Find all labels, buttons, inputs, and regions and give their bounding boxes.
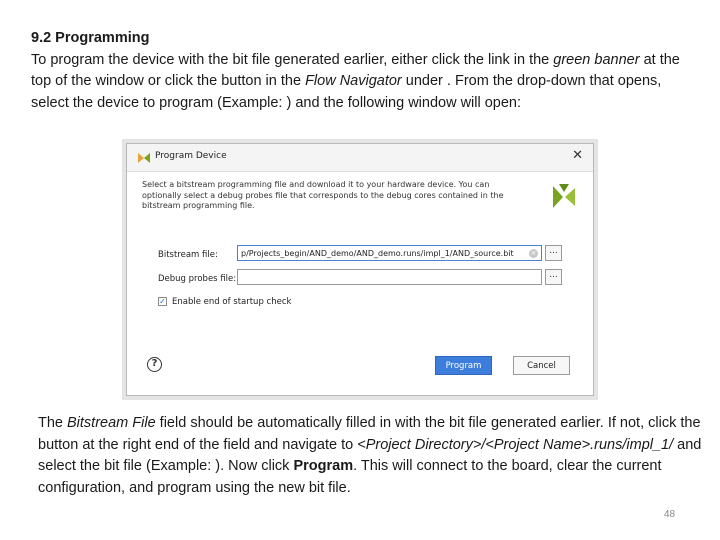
debug-probes-file-label: Debug probes file: xyxy=(158,274,237,284)
xilinx-logo-icon xyxy=(551,184,577,210)
dialog-description: Select a bitstream programming file and download it to your hardware device. You can optionally select a debug probes file that corresponds to the debug cores contained in the bitstream programming file. xyxy=(142,180,504,210)
debug-probes-browse-button[interactable]: ... xyxy=(545,269,562,285)
expl-text-3: and select the bit file (Example: ). Now click xyxy=(38,436,702,474)
page-number: 48 xyxy=(664,509,676,520)
startup-check-checkbox[interactable]: ✓ xyxy=(159,297,166,306)
explanation-paragraph xyxy=(38,413,710,499)
expl-italic-bitstream-file: Bitstream File xyxy=(67,415,156,431)
intro-italic-flow-navigator: Flow Navigator xyxy=(305,73,402,89)
debug-probes-file-input[interactable] xyxy=(237,269,542,285)
bitstream-file-value: p/Projects_begin/AND_demo/AND_demo.runs/impl_1/AND_source.bit xyxy=(241,249,514,258)
bitstream-browse-button[interactable]: ... xyxy=(545,245,562,261)
bitstream-file-label: Bitstream file: xyxy=(158,250,218,260)
intro-text-3: under . From the drop-down that opens, select the device to program (Example: ) and the following window will open: xyxy=(31,73,662,111)
intro-text-2: at the top of the window or click the button in the xyxy=(31,51,680,89)
intro-italic-green-banner: green banner xyxy=(553,51,640,68)
expl-text-1: The xyxy=(38,415,68,431)
bitstream-file-input[interactable] xyxy=(237,245,542,261)
clear-field-icon[interactable]: × xyxy=(530,249,537,257)
dialog-titlebar xyxy=(127,144,593,172)
expl-bold-program: Program xyxy=(293,458,354,474)
help-icon[interactable]: ? xyxy=(147,357,162,372)
intro-text-1: To program the device with the bit file generated earlier, either click the link in the xyxy=(31,51,554,68)
startup-check-label: Enable end of startup check xyxy=(172,297,292,307)
section-heading: 9.2 Programming xyxy=(31,30,150,46)
expl-italic-path: <Project Directory>/<Project Name>.runs/impl_1/ xyxy=(357,436,674,453)
program-device-dialog xyxy=(126,143,594,396)
intro-paragraph xyxy=(31,28,691,114)
vivado-app-icon xyxy=(137,151,151,165)
expl-text-4: . This will connect to the board, clear the current configuration, and program using the new bit file. xyxy=(38,458,662,496)
expl-text-2: field should be automatically filled in with the bit file generated earlier. If not, click the button at the right end of the field and navigate to xyxy=(38,415,701,453)
close-icon[interactable]: ✕ xyxy=(572,148,583,163)
dialog-title: Program Device xyxy=(155,151,227,161)
cancel-button[interactable]: Cancel xyxy=(513,356,570,375)
program-button[interactable]: Program xyxy=(435,356,492,375)
